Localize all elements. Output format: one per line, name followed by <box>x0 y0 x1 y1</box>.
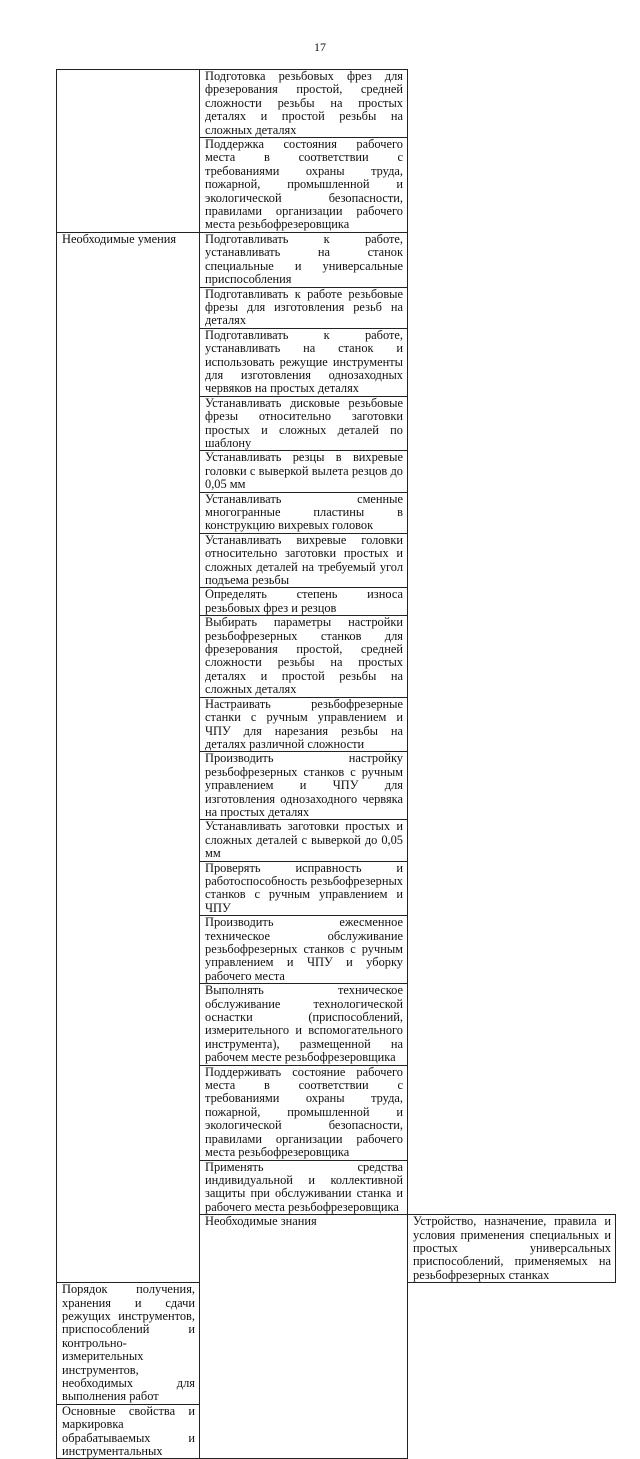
row-category-label <box>57 70 200 233</box>
row-entry-text: Устанавливать дисковые резьбовые фрезы относительно заготовки простых и сложных деталей по шаблону <box>200 396 408 451</box>
row-entry-text: Подготавливать к работе, устанавливать на станок специальные и универсальные приспособления <box>200 232 408 287</box>
row-entry-text: Устанавливать заготовки простых и сложных деталей с выверкой до 0,05 мм <box>200 820 408 861</box>
row-entry-text: Производить ежесменное техническое обслуживание резьбофрезерных станков с ручным управлением и ЧПУ и уборку рабочего места <box>200 916 408 984</box>
table-row <box>57 232 616 287</box>
row-entry-text: Подготовка резьбовых фрез для фрезерования простой, средней сложности резьбы на простых деталях и простой резьбы на сложных деталях <box>200 70 408 138</box>
competency-table <box>56 69 616 1459</box>
row-entry-text: Поддержка состояния рабочего места в соответствии с требованиями охраны труда, пожарной, промышленной и экологической безопасности, правилами организации рабочего места резьбофрезеровщика <box>200 138 408 233</box>
page-number: 17 <box>314 40 326 54</box>
row-entry-text: Устанавливать вихревые головки относительно заготовки простых и сложных деталей на требуемый угол подъема резьбы <box>200 533 408 588</box>
row-entry-text: Применять средства индивидуальной и коллективной защиты при обслуживании станка и рабочего места резьбофрезеровщика <box>200 1160 408 1215</box>
row-entry-text: Порядок получения, хранения и сдачи режущих инструментов, приспособлений и контрольно-измерительных инструментов, необходимых для выполнения работ <box>57 1283 200 1405</box>
row-entry-text: Проверять исправность и работоспособность резьбофрезерных станков с ручным управлением и ЧПУ <box>200 861 408 916</box>
row-entry-text: Подготавливать к работе, устанавливать на станок и использовать режущие инструменты для изготовления однозаходных червяков на простых деталях <box>200 328 408 396</box>
row-category-label: Необходимые умения <box>57 232 200 1282</box>
table-row <box>57 70 616 138</box>
row-entry-text: Подготавливать к работе резьбовые фрезы для изготовления резьб на деталях <box>200 287 408 328</box>
row-entry-text: Выполнять техническое обслуживание технологической оснастки (приспособлений, измерительного и вспомогательного инструмента), размещенной на рабочем месте резьбофрезеровщика <box>200 984 408 1065</box>
row-entry-text: Основные свойства и маркировка обрабатываемых и инструментальных <box>57 1404 200 1459</box>
row-entry-text: Настраивать резьбофрезерные станки с ручным управлением и ЧПУ для нарезания резьбы на деталях различной сложности <box>200 697 408 752</box>
table-body <box>57 70 616 1459</box>
row-entry-text: Определять степень износа резьбовых фрез и резцов <box>200 588 408 616</box>
row-entry-text: Устанавливать сменные многогранные пластины в конструкцию вихревых головок <box>200 492 408 533</box>
row-category-label: Необходимые знания <box>200 1215 408 1459</box>
row-entry-text: Выбирать параметры настройки резьбофрезерных станков для фрезерования простой, средней сложности резьбы на простых деталях и простой резьбы на сложных деталях <box>200 616 408 697</box>
row-entry-text: Устанавливать резцы в вихревые головки с выверкой вылета резцов до 0,05 мм <box>200 451 408 492</box>
row-entry-text: Устройство, назначение, правила и условия применения специальных и простых универсальных приспособлений, применяемых на резьбофрезерных станках <box>408 1215 616 1283</box>
row-entry-text: Поддерживать состояние рабочего места в соответствии с требованиями охраны труда, пожарной, промышленной и экологической безопасности, правилами организации рабочего места резьбофрезеровщика <box>200 1065 408 1160</box>
row-entry-text: Производить настройку резьбофрезерных станков с ручным управлением и ЧПУ для изготовления однозаходного червяка на простых деталях <box>200 752 408 820</box>
